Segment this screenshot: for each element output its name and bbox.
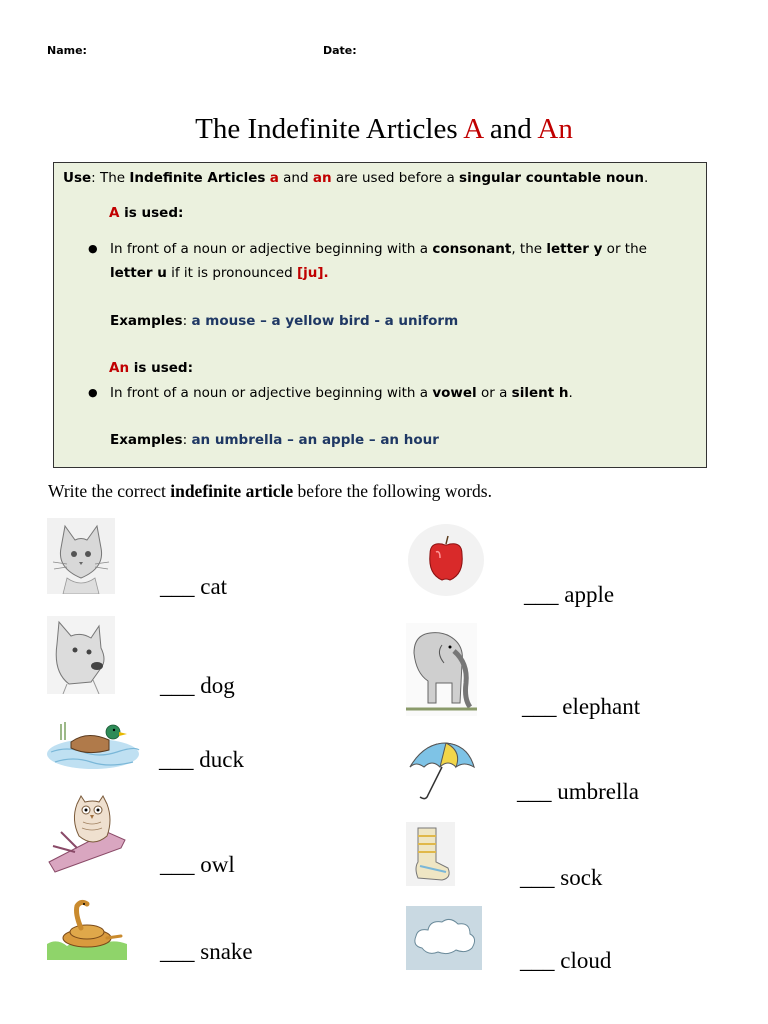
page-title	[0, 113, 768, 146]
an-examples-line	[110, 432, 439, 448]
word-cloud: ___ cloud	[520, 948, 612, 973]
title-a: A	[463, 113, 483, 145]
owl-icon	[47, 790, 127, 873]
title-middle: and	[482, 113, 538, 145]
a-bullet-line-2	[110, 265, 329, 281]
an-bullet-line	[110, 385, 573, 401]
word-elephant: ___ elephant	[522, 694, 641, 719]
cat-icon	[47, 518, 115, 594]
use-bold-2: singular countable noun	[459, 170, 645, 186]
an-head-rest: is used:	[129, 360, 193, 376]
title-an: An	[537, 113, 573, 145]
word-cat: ___ cat	[160, 574, 228, 599]
an-bullet-d: silent h	[511, 385, 569, 401]
word-dog: ___ dog	[160, 673, 235, 698]
use-end: .	[644, 170, 649, 186]
word-owl: ___ owl	[160, 852, 235, 877]
apple-icon	[406, 522, 486, 599]
use-an: an	[312, 170, 332, 186]
bullet-icon: ●	[88, 386, 98, 399]
use-text: are used before a	[331, 170, 460, 186]
a-bullet-1c: , the	[511, 241, 547, 257]
a-bullet-1d: letter y	[546, 241, 603, 257]
a-bullet-1b: consonant	[432, 241, 512, 257]
instruction-post: before the following words.	[293, 481, 492, 501]
a-bullet-1a: In front of a noun or adjective beginning with a	[110, 241, 433, 257]
a-bullet-1e: or the	[602, 241, 647, 257]
elephant-icon	[406, 623, 477, 716]
name-label: Name:	[47, 44, 87, 57]
instruction	[48, 481, 492, 502]
a-head-red: A	[109, 205, 120, 221]
date-label: Date:	[323, 44, 357, 57]
duck-icon	[47, 716, 140, 769]
use-label: Use	[63, 170, 92, 186]
an-heading	[109, 360, 193, 376]
umbrella-icon	[406, 737, 477, 803]
title-prefix: The Indefinite Articles	[195, 113, 464, 145]
a-heading	[109, 205, 183, 221]
use-a: a	[269, 170, 279, 186]
examples-colon-an: :	[182, 432, 192, 448]
examples-label-a: Examples	[110, 313, 183, 329]
use-and: and	[278, 170, 313, 186]
sock-icon	[406, 822, 455, 886]
dog-icon	[47, 616, 115, 694]
instruction-pre: Write the correct	[48, 481, 171, 501]
an-examples: an umbrella – an apple – an hour	[191, 432, 439, 448]
a-examples-line	[110, 313, 458, 329]
snake-icon	[47, 894, 127, 960]
rules-box	[53, 162, 707, 468]
word-apple: ___ apple	[524, 582, 615, 607]
word-umbrella: ___ umbrella	[517, 779, 639, 804]
word-duck: ___ duck	[159, 747, 244, 772]
bullet-icon: ●	[88, 242, 98, 255]
an-head-red: An	[109, 360, 130, 376]
word-sock: ___ sock	[520, 865, 603, 890]
use-line	[63, 170, 648, 186]
cloud-icon	[406, 906, 482, 970]
word-snake: ___ snake	[160, 939, 253, 964]
an-bullet-b: vowel	[432, 385, 477, 401]
examples-colon-a: :	[182, 313, 192, 329]
a-bullet-line-1	[110, 241, 647, 257]
a-bullet-2a: letter u	[110, 265, 167, 281]
instruction-bold: indefinite article	[170, 481, 294, 501]
an-bullet-a: In front of a noun or adjective beginning with a	[110, 385, 433, 401]
use-bold-1: Indefinite Articles	[129, 170, 266, 186]
a-bullet-2b: if it is pronounced	[166, 265, 297, 281]
an-bullet-e: .	[568, 385, 573, 401]
examples-label-an: Examples	[110, 432, 183, 448]
a-examples: a mouse – a yellow bird - a uniform	[191, 313, 459, 329]
an-bullet-c: or a	[476, 385, 512, 401]
use-colon: : The	[91, 170, 130, 186]
a-head-rest: is used:	[119, 205, 184, 221]
a-bullet-2c: [ju].	[296, 265, 329, 281]
